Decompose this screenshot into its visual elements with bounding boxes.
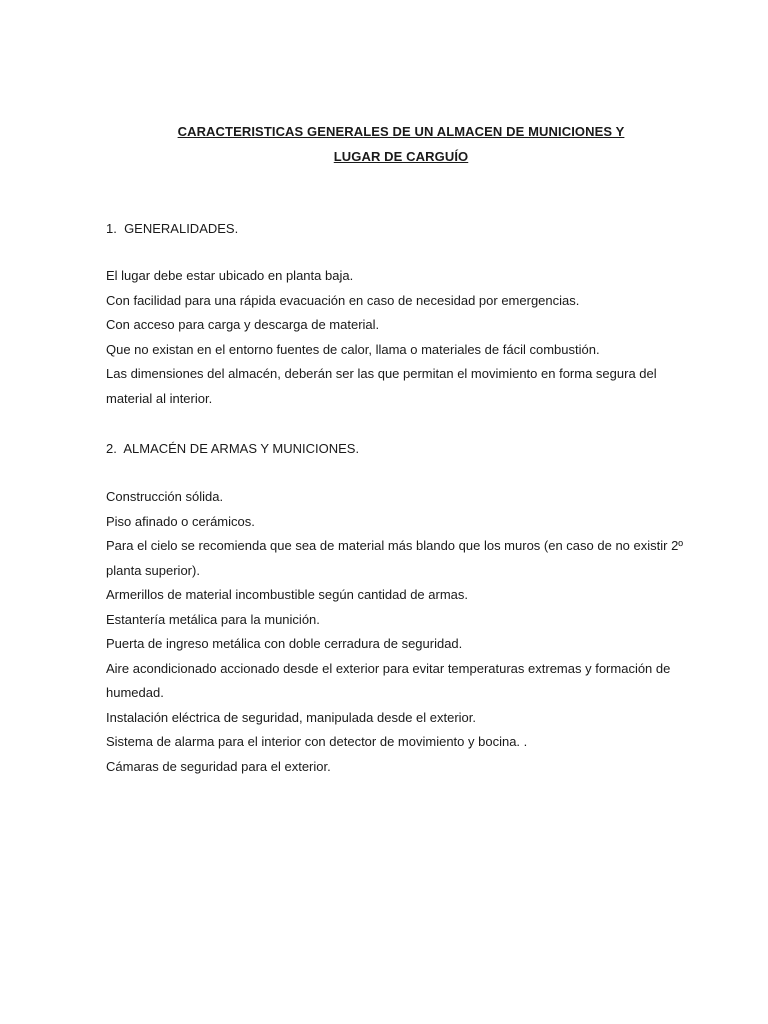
paragraph: Piso afinado o cerámicos. bbox=[106, 513, 255, 529]
section-2-heading: 2. ALMACÉN DE ARMAS Y MUNICIONES. bbox=[106, 441, 360, 456]
paragraph: Puerta de ingreso metálica con doble cerradura de seguridad. bbox=[106, 636, 463, 651]
paragraph: Que no existan en el entorno fuentes de calor, llama o materiales de fácil combustión. bbox=[106, 341, 600, 357]
section-1-heading: 1. GENERALIDADES. bbox=[106, 221, 239, 236]
paragraph: Sistema de alarma para el interior con detector de movimiento y bocina. . bbox=[106, 734, 528, 749]
paragraph: Armerillos de material incombustible según cantidad de armas. bbox=[106, 587, 469, 602]
paragraph: Construcción sólida. bbox=[106, 489, 224, 504]
paragraph: Con acceso para carga y descarga de material. bbox=[106, 317, 380, 332]
paragraph: Instalación eléctrica de seguridad, manipulada desde el exterior. bbox=[106, 709, 477, 725]
paragraph: Las dimensiones del almacén, deberán ser las que permitan el movimiento en forma segura del material al interior. bbox=[106, 366, 657, 406]
section-1-body bbox=[106, 264, 696, 411]
document-title-line-1: CARACTERISTICAS GENERALES DE UN ALMACEN DE MUNICIONES Y bbox=[177, 124, 625, 139]
paragraph: El lugar debe estar ubicado en planta baja. bbox=[106, 268, 354, 283]
paragraph: Con facilidad para una rápida evacuación en caso de necesidad por emergencias. bbox=[106, 292, 580, 308]
section-2-body bbox=[106, 485, 696, 779]
document-title-line-2: LUGAR DE CARGUÍO bbox=[333, 149, 469, 164]
paragraph: Cámaras de seguridad para el exterior. bbox=[106, 758, 331, 774]
paragraph: Aire acondicionado accionado desde el exterior para evitar temperaturas extremas y formación de humedad. bbox=[106, 660, 671, 700]
paragraph: Para el cielo se recomienda que sea de material más blando que los muros (en caso de no existir 2º planta superior). bbox=[106, 538, 684, 578]
paragraph: Estantería metálica para la munición. bbox=[106, 611, 320, 627]
